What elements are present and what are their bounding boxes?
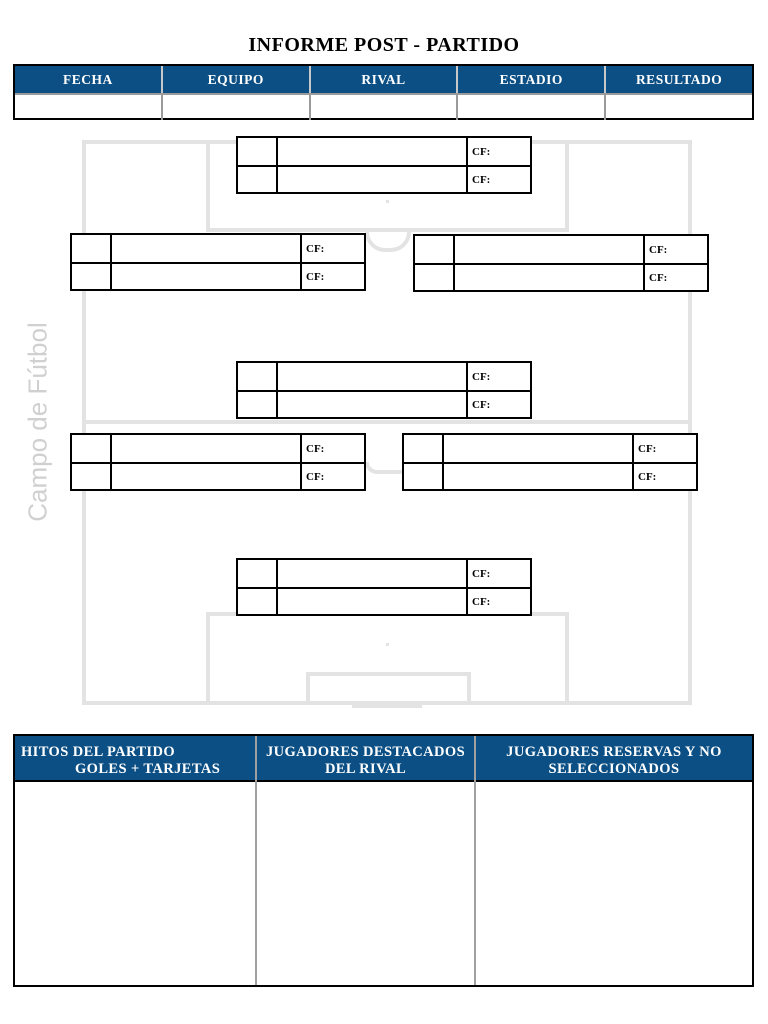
player-name-field[interactable] [112,264,302,289]
player-name-field[interactable] [278,138,468,165]
slot-row [238,560,530,587]
slot-box-top-center [236,136,532,194]
match-info-input-row [15,93,752,120]
hitos-field[interactable] [15,782,255,985]
match-info-header-row [15,66,752,93]
slot-row [238,390,530,417]
player-number-field[interactable] [238,138,278,165]
cf-label: CF: [306,270,325,283]
cf-label: CF: [472,145,491,158]
cf-label: CF: [472,595,491,608]
cf-label: CF: [306,442,325,455]
destacados-header-line1: JUGADORES DESTACADOS [265,744,466,760]
cf-label: CF: [472,173,491,186]
player-name-field[interactable] [444,464,634,489]
player-name-field[interactable] [112,464,302,489]
cf-label: CF: [638,442,657,455]
reservas-header [476,736,752,782]
player-name-field[interactable] [278,363,468,390]
player-name-field[interactable] [278,589,468,614]
slot-row [238,587,530,614]
slot-row [238,165,530,192]
pitch-label: Campo de Fútbol [22,322,53,522]
player-name-field[interactable] [444,435,634,462]
player-number-field[interactable] [404,464,444,489]
player-name-field[interactable] [455,236,645,263]
cf-label: CF: [306,242,325,255]
player-name-field[interactable] [112,435,302,462]
player-number-field[interactable] [415,236,455,263]
cf-label: CF: [649,243,668,256]
player-name-field[interactable] [455,265,645,290]
header-rival: RIVAL [311,66,459,93]
bottom-penalty-spot [386,643,389,646]
top-penalty-spot [386,200,389,203]
slot-row [415,263,707,290]
slot-row [72,435,364,462]
reservas-header-line2: SELECCIONADOS [548,761,680,777]
player-number-field[interactable] [238,392,278,417]
player-number-field[interactable] [238,363,278,390]
slot-row [72,462,364,489]
page-title: INFORME POST - PARTIDO [248,34,520,56]
player-number-field[interactable] [415,265,455,290]
cf-label: CF: [638,470,657,483]
player-name-field[interactable] [278,560,468,587]
player-name-field[interactable] [112,235,302,262]
slot-row [404,462,696,489]
resultado-field[interactable] [606,93,752,120]
hitos-header-line1: HITOS DEL PARTIDO [21,744,176,760]
estadio-field[interactable] [458,93,606,120]
reservas-field[interactable] [476,782,752,985]
destacados-column [257,736,476,985]
destacados-header-line2: DEL RIVAL [324,761,407,777]
match-notes-table [13,734,754,987]
hitos-header-line2: GOLES + TARJETAS [75,761,221,777]
cf-label: CF: [649,271,668,284]
match-info-table [13,64,754,120]
slot-box-lower-left [70,433,366,491]
rival-field[interactable] [311,93,459,120]
bottom-goal [352,702,422,708]
slot-row [72,262,364,289]
reservas-column [476,736,752,985]
hitos-column [15,736,257,985]
player-name-field[interactable] [278,392,468,417]
bottom-goal-area [306,672,471,705]
cf-label: CF: [472,567,491,580]
player-name-field[interactable] [278,167,468,192]
slot-row [238,363,530,390]
cf-label: CF: [472,398,491,411]
halfway-line [82,420,692,424]
hitos-header [15,736,255,782]
player-number-field[interactable] [72,264,112,289]
player-number-field[interactable] [238,560,278,587]
slot-row [404,435,696,462]
player-number-field[interactable] [72,235,112,262]
slot-row [72,235,364,262]
slot-box-lower-right [402,433,698,491]
header-estadio: ESTADIO [458,66,606,93]
destacados-header [257,736,474,782]
slot-box-bottom-center [236,558,532,616]
slot-row [238,138,530,165]
reservas-header-line1: JUGADORES RESERVAS Y NO [506,744,722,760]
destacados-field[interactable] [257,782,474,985]
player-number-field[interactable] [238,167,278,192]
equipo-field[interactable] [163,93,311,120]
player-number-field[interactable] [72,464,112,489]
player-number-field[interactable] [72,435,112,462]
header-equipo: EQUIPO [163,66,311,93]
header-fecha: FECHA [15,66,163,93]
slot-box-middle-center [236,361,532,419]
header-resultado: RESULTADO [635,72,723,87]
slot-box-upper-left [70,233,366,291]
cf-label: CF: [306,470,325,483]
cf-label: CF: [472,370,491,383]
player-number-field[interactable] [404,435,444,462]
slot-row [415,236,707,263]
fecha-field[interactable] [15,93,163,120]
player-number-field[interactable] [238,589,278,614]
slot-box-upper-right [413,234,709,292]
